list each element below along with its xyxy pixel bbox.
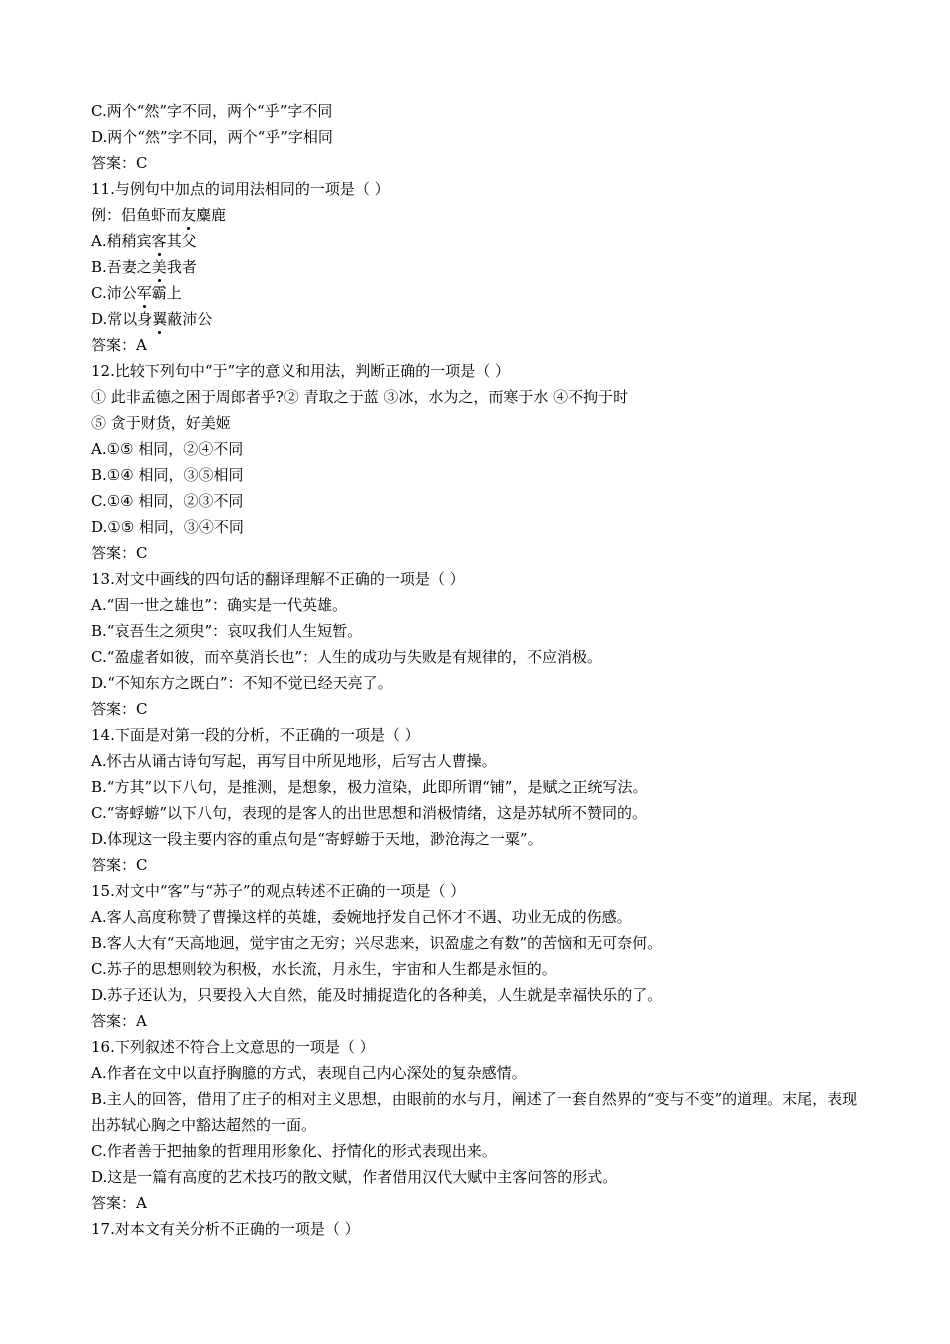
q12-option-b: B.①④ 相同，③⑤相同 [91, 466, 244, 484]
q13-option-c: C.“盈虚者如彼，而卒莫消长也”：人生的成功与失败是有规律的，不应消极。 [91, 648, 603, 666]
q11-example: 例：侣鱼虾而友麋鹿 [91, 202, 871, 228]
q13-option-a: A.“固一世之雄也”：确实是一代英雄。 [91, 596, 347, 614]
q15-option-b: B.客人大有“天高地迥，觉宇宙之无穷；兴尽悲来，识盈虚之有数”的苦恼和无可奈何。 [91, 934, 663, 952]
q12-sentences-2: ⑤ 贪于财货，好美姬 [91, 414, 231, 432]
q13-option-d: D.“不知东方之既白”：不知不觉已经天亮了。 [91, 674, 393, 692]
q11-option-b: B.吾妻之美我者 [91, 254, 871, 280]
q13-option-b: B.“哀吾生之须臾”：哀叹我们人生短暂。 [91, 622, 363, 640]
dotted-char: 客 [152, 228, 167, 254]
q12-option-d: D.①⑤ 相同，③④不同 [91, 518, 244, 536]
question-12: 12.比较下列句中“于”字的意义和用法，判断正确的一项是（ ） [91, 362, 510, 380]
option-d-q10: D.两个“然”字不同，两个“乎”字相同 [91, 128, 333, 146]
q16-option-d: D.这是一篇有高度的艺术技巧的散文赋，作者借用汉代大赋中主客问答的形式。 [91, 1168, 618, 1186]
dotted-char: 美 [152, 254, 167, 280]
dotted-char: 翼 [152, 306, 167, 332]
q11-option-c: C.沛公军霸上 [91, 280, 871, 306]
q14-option-d: D.体现这一段主要内容的重点句是“寄蜉蝣于天地，渺沧海之一粟”。 [91, 830, 543, 848]
q16-option-b: B.主人的回答，借用了庄子的相对主义思想，由眼前的水与月，阐述了一套自然界的“变与不变”的道理。末尾，表现出苏轼心胸之中豁达超然的一面。 [91, 1090, 858, 1134]
answer-q16: 答案：A [91, 1194, 147, 1212]
answer-q11: 答案：A [91, 336, 147, 354]
q14-option-b: B.“方其”以下八句，是推测，是想象，极力渲染，此即所谓“铺”，是赋之正统写法。 [91, 778, 648, 796]
question-11: 11.与例句中加点的词用法相同的一项是（ ） [91, 180, 390, 198]
q11-option-d: D.常以身翼蔽沛公 [91, 306, 871, 332]
q15-option-c: C.苏子的思想则较为积极，水长流，月永生，宇宙和人生都是永恒的。 [91, 960, 557, 978]
q12-option-a: A.①⑤ 相同，②④不同 [91, 440, 244, 458]
dotted-char: 军 [137, 280, 152, 306]
question-16: 16.下列叙述不符合上文意思的一项是（ ） [91, 1038, 375, 1056]
q12-option-c: C.①④ 相同，②③不同 [91, 492, 244, 510]
document-body [91, 98, 871, 1242]
q15-option-a: A.客人高度称赞了曹操这样的英雄，委婉地抒发自己怀才不遇、功业无成的伤感。 [91, 908, 632, 926]
option-c-q10: C.两个“然”字不同，两个“乎”字不同 [91, 102, 333, 120]
answer-q12: 答案：C [91, 544, 148, 562]
question-14: 14.下面是对第一段的分析，不正确的一项是（ ） [91, 726, 420, 744]
question-17: 17.对本文有关分析不正确的一项是（ ） [91, 1220, 360, 1238]
q14-option-c: C.“寄蜉蝣”以下八句，表现的是客人的出世思想和消极情绪，这是苏轼所不赞同的。 [91, 804, 648, 822]
question-15: 15.对文中“客”与“苏子”的观点转述不正确的一项是（ ） [91, 882, 466, 900]
q12-sentences-1: ① 此非孟德之困于周郎者乎?② 青取之于蓝 ③冰，水为之，而寒于水 ④不拘于时 [91, 388, 629, 406]
q15-option-d: D.苏子还认为，只要投入大自然，能及时捕捉造化的各种美，人生就是幸福快乐的了。 [91, 986, 663, 1004]
answer-q10: 答案：C [91, 154, 148, 172]
q16-option-c: C.作者善于把抽象的哲理用形象化、抒情化的形式表现出来。 [91, 1142, 497, 1160]
q16-option-a: A.作者在文中以直抒胸臆的方式，表现自己内心深处的复杂感情。 [91, 1064, 527, 1082]
answer-q14: 答案：C [91, 856, 148, 874]
answer-q15: 答案：A [91, 1012, 147, 1030]
dotted-char: 友 [181, 202, 196, 228]
question-13: 13.对文中画线的四句话的翻译理解不正确的一项是（ ） [91, 570, 465, 588]
q11-option-a: A.稍稍宾客其父 [91, 228, 871, 254]
answer-q13: 答案：C [91, 700, 148, 718]
q14-option-a: A.怀古从诵古诗句写起，再写目中所见地形，后写古人曹操。 [91, 752, 497, 770]
